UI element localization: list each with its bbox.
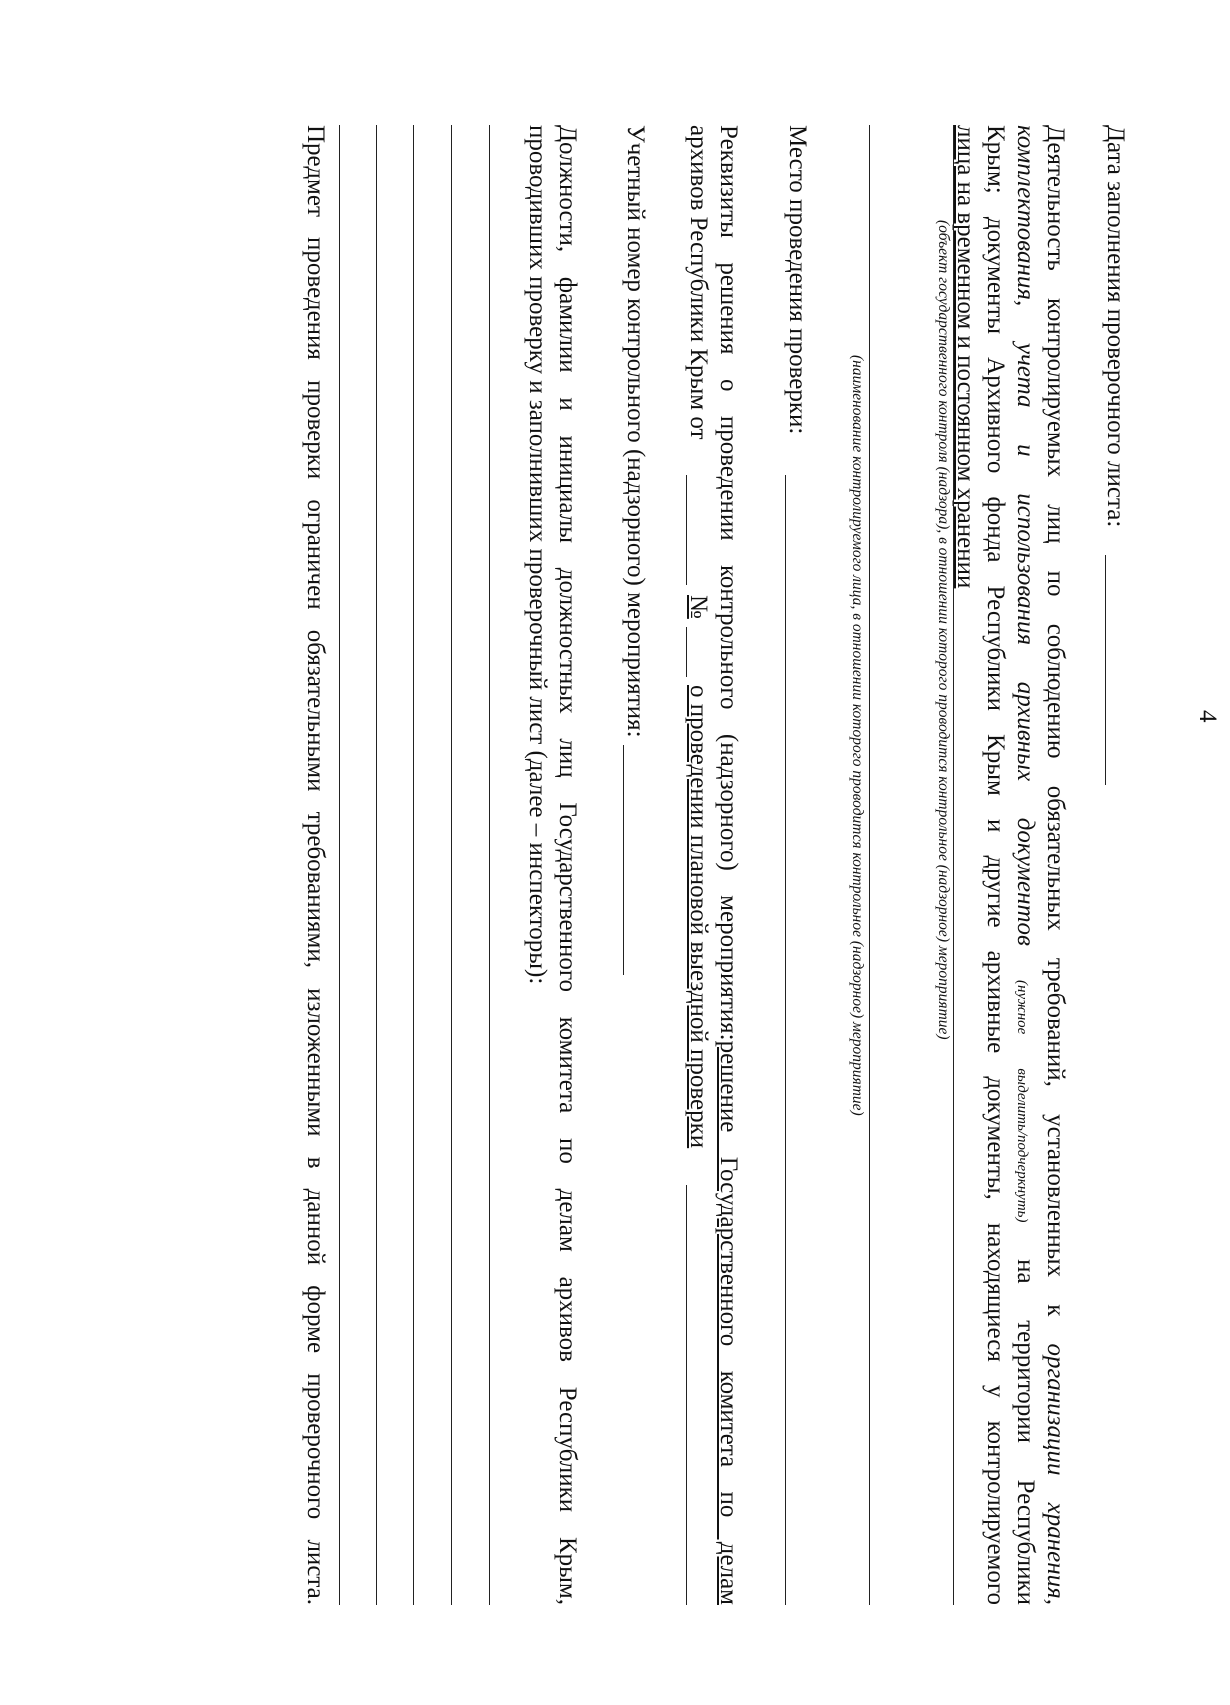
subject-limit-line: Предмет проведения проверки ограничен обязательными требованиями, изложенными в данной форме проверочного листа. [302, 125, 329, 1605]
activity-caption: (объект государственного контроля (надзора), в отношении которого проводится контрольное (надзорное) мероприятие) [935, 220, 952, 1040]
decision-line-1: Реквизиты решения о проведении контрольного (надзорного) мероприятия:решение Государственного комитета по делам [715, 125, 742, 1605]
inspector-fill-line [376, 125, 377, 1605]
account-label: Учетный номер контрольного (надзорного) мероприятия: [622, 125, 649, 738]
page-number: 4 [1194, 710, 1221, 723]
decision-tail-fill [686, 1185, 687, 1605]
decision-line-2c: о проведении плановой выездной проверки [685, 685, 712, 1149]
decision-date-fill [686, 475, 687, 585]
subject-caption: (наименование контролируемого лица, в отношении которого проводится контрольное (надзорное) мероприятие) [849, 355, 866, 1116]
place-fill-line [785, 475, 786, 1605]
activity-underline [953, 125, 954, 1605]
inspector-fill-line [489, 125, 490, 1605]
inspectors-line-2: проводивших проверку и заполнивших проверочный лист (далее – инспекторы): [524, 125, 551, 985]
account-fill-line [623, 745, 624, 975]
subject-fill-line [869, 125, 870, 1605]
date-label: Дата заполнения проверочного листа: [1102, 125, 1129, 528]
decision-number-sign: № [685, 595, 712, 619]
activity-line-2: комплектования, учета и использования архивных документов (нужное выделить/подчеркнуть) на территории Республики [1012, 125, 1039, 1605]
activity-line-3: Крым; документы Архивного фонда Республики Крым и другие архивные документы, находящиеся у контролируемого [982, 125, 1009, 1605]
date-fill-line [1105, 555, 1106, 785]
inspector-fill-line [413, 125, 414, 1605]
inspectors-line-1: Должности, фамилии и инициалы должностных лиц Государственного комитета по делам архивов Республики Крым, [554, 125, 581, 1605]
activity-line-4: лица на временном и постоянном хранении [952, 125, 979, 589]
rotated-content [170, 55, 1230, 1615]
inspector-fill-line [451, 125, 452, 1605]
activity-line-1: Деятельность контролируемых лиц по соблюдению обязательных требований, установленных к организации хранения, [1042, 125, 1069, 1605]
decision-number-fill [686, 627, 687, 677]
inspector-fill-line [339, 125, 340, 1605]
place-label: Место проведения проверки: [784, 125, 811, 435]
decision-line-2a: архивов Республики Крым от [685, 125, 712, 440]
